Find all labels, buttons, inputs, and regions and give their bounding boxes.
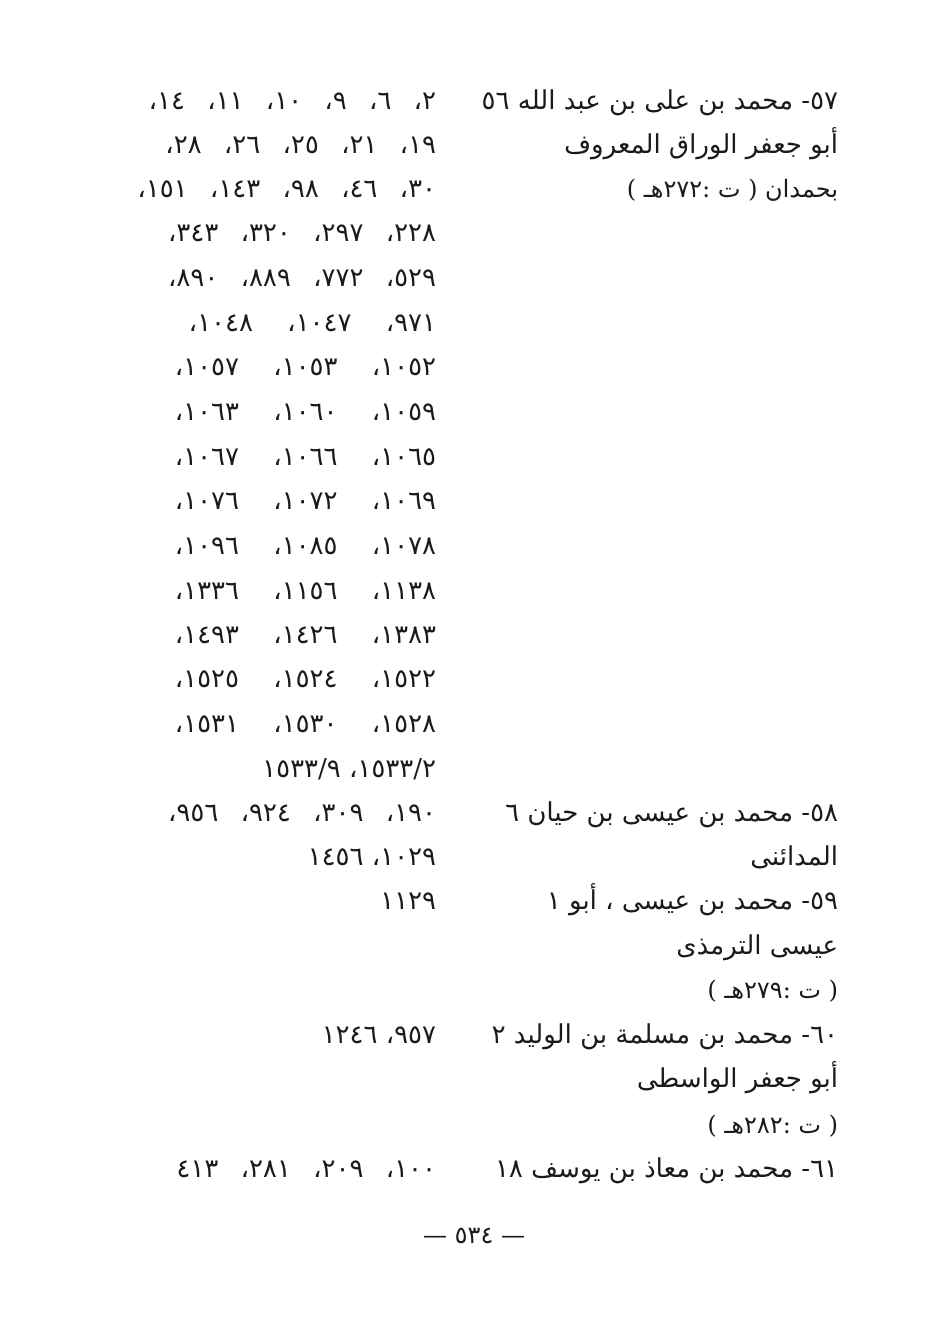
entry-60-name-line-1: ٦٠- محمد بن مسلمة بن الوليد ٢ — [491, 1020, 838, 1050]
entry-57-refs-line-1: ٢، ٦، ٩، ١٠، ١١، ١٤، — [148, 86, 436, 116]
entry-58-name-line-2: المدائنى — [750, 842, 838, 872]
entry-57-refs-line-8: ١٠٥٩، ١٠٦٠، ١٠٦٣، — [174, 397, 436, 427]
entry-57-refs-line-6: ٩٧١، ١٠٤٧، ١٠٤٨، — [188, 308, 436, 338]
entry-57-refs-line-13: ١٣٨٣، ١٤٢٦، ١٤٩٣، — [174, 620, 436, 650]
entry-59-name-line-1: ٥٩- محمد بن عيسى ، أبو ١ — [546, 886, 838, 916]
entry-59-name-line-3: ( ت :٢٧٩هـ ) — [707, 976, 838, 1004]
entry-57-refs-line-12: ١١٣٨، ١١٥٦، ١٣٣٦، — [174, 576, 436, 606]
entry-57-refs-line-16: ١٥٣٣/٢، ١٥٣٣/٩ — [262, 754, 436, 784]
entry-57-refs-line-3: ٣٠، ٤٦، ٩٨، ١٤٣، ١٥١، — [137, 174, 436, 204]
entry-59-refs-line-1: ١١٢٩ — [380, 886, 436, 916]
entry-57-name-line-3: بحمدان ( ت :٢٧٢هـ ) — [626, 175, 838, 203]
entry-57-refs-line-11: ١٠٧٨، ١٠٨٥، ١٠٩٦، — [174, 531, 436, 561]
entry-60-name-line-2: أبو جعفر الواسطى — [636, 1064, 838, 1094]
entry-57-refs-line-9: ١٠٦٥، ١٠٦٦، ١٠٦٧، — [174, 442, 436, 472]
entry-57-refs-line-7: ١٠٥٢، ١٠٥٣، ١٠٥٧، — [174, 352, 436, 382]
entry-61-refs-line-1: ١٠٠، ٢٠٩، ٢٨١، ٤١٣ — [176, 1154, 436, 1184]
entry-61-name-line-1: ٦١- محمد بن معاذ بن يوسف ١٨ — [494, 1154, 838, 1184]
entry-57-refs-line-14: ١٥٢٢، ١٥٢٤، ١٥٢٥، — [174, 664, 436, 694]
entry-57-refs-line-10: ١٠٦٩، ١٠٧٢، ١٠٧٦، — [174, 486, 436, 516]
entry-59-name-line-2: عيسى الترمذى — [676, 931, 838, 961]
page-number: — ٥٣٤ — — [423, 1221, 525, 1249]
entry-57-refs-line-5: ٥٢٩، ٧٧٢، ٨٨٩، ٨٩٠، — [168, 263, 436, 293]
entry-58-name-line-1: ٥٨- محمد بن عيسى بن حيان ٦ — [505, 798, 838, 828]
entry-58-refs-line-1: ١٩٠، ٣٠٩، ٩٢٤، ٩٥٦، — [168, 798, 436, 828]
entry-60-name-line-3: ( ت :٢٨٢هـ ) — [707, 1111, 838, 1139]
entry-57-refs-line-2: ١٩، ٢١، ٢٥، ٢٦، ٢٨، — [165, 130, 436, 160]
entry-60-refs-line-1: ٩٥٧، ١٢٤٦ — [321, 1020, 436, 1050]
entry-57-refs-line-15: ١٥٢٨، ١٥٣٠، ١٥٣١، — [174, 709, 436, 739]
entry-57-name-line-1: ٥٧- محمد بن على بن عبد الله ٥٦ — [481, 86, 838, 116]
entry-58-refs-line-2: ١٠٢٩، ١٤٥٦ — [307, 842, 436, 872]
entry-57-name-line-2: أبو جعفر الوراق المعروف — [564, 130, 838, 160]
entry-57-refs-line-4: ٢٢٨، ٢٩٧، ٣٢٠، ٣٤٣، — [168, 218, 436, 248]
